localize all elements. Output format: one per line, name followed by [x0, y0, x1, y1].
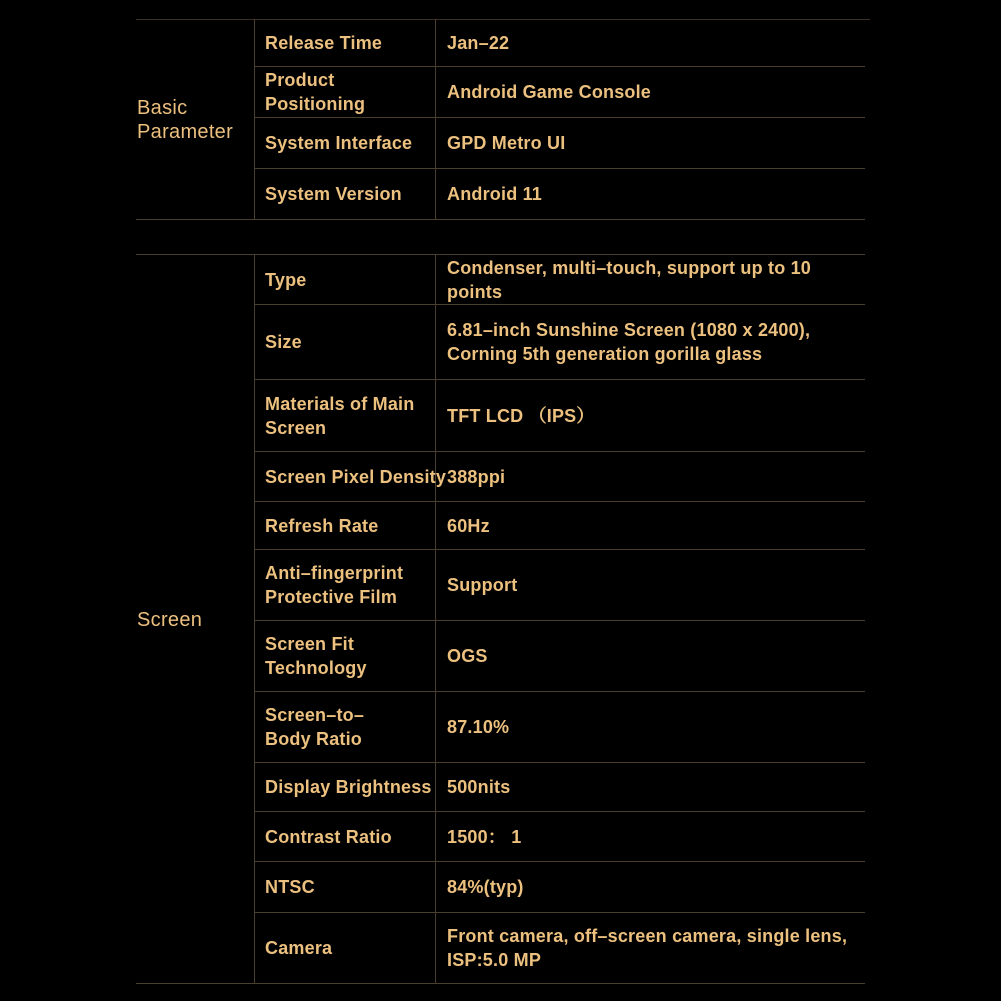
spec-value-release-time: Jan–22 [447, 33, 510, 53]
spec-value-pixel-density: 388ppi [447, 466, 506, 487]
spec-label-release-time: Release Time [265, 33, 383, 53]
column-divider [254, 254, 255, 983]
spec-label-type: Type [265, 269, 307, 290]
spec-label-materials: Materials of Main Screen [265, 393, 415, 438]
spec-value-system-interface: GPD Metro UI [447, 133, 566, 153]
spec-value-ntsc: 84%(typ) [447, 877, 524, 897]
spec-value-contrast-ratio: 1500： 1 [447, 826, 522, 847]
spec-value-anti-fingerprint: Support [447, 575, 518, 595]
spec-value-screen-to-body: 87.10% [447, 717, 510, 737]
spec-label-anti-fingerprint: Anti–fingerprint Protective Film [265, 563, 404, 607]
spec-label-system-interface: System Interface [265, 133, 413, 153]
spec-value-screen-fit: OGS [447, 646, 488, 666]
spec-value-refresh-rate: 60Hz [447, 515, 490, 536]
spec-label-camera: Camera [265, 938, 333, 958]
spec-label-screen-fit: Screen Fit Technology [265, 634, 367, 678]
spec-label-pixel-density: Screen Pixel Density [265, 466, 447, 487]
spec-value-materials: TFT LCD （IPS） [447, 405, 595, 426]
spec-value-size: 6.81–inch Sunshine Screen (1080 x 2400), Corning 5th generation gorilla glass [447, 320, 811, 364]
spec-label-system-version: System Version [265, 184, 402, 204]
spec-label-refresh-rate: Refresh Rate [265, 515, 379, 536]
category-screen: Screen [137, 609, 203, 631]
column-divider [435, 19, 436, 219]
section-bottom-border [136, 983, 865, 984]
spec-value-display-brightness: 500nits [447, 777, 511, 797]
spec-value-camera: Front camera, off–screen camera, single lens, ISP:5.0 MP [447, 926, 848, 970]
spec-label-product-positioning: Product Positioning [265, 70, 366, 114]
column-divider [254, 19, 255, 219]
spec-value-system-version: Android 11 [447, 184, 543, 204]
spec-label-ntsc: NTSC [265, 877, 315, 897]
spec-label-contrast-ratio: Contrast Ratio [265, 826, 392, 847]
spec-value-type: Condenser, multi–touch, support up to 10 points [447, 257, 812, 302]
column-divider [435, 254, 436, 983]
section-bottom-border [136, 219, 865, 220]
spec-label-screen-to-body: Screen–to– Body Ratio [265, 705, 365, 749]
spec-label-size: Size [265, 332, 302, 352]
spec-value-product-positioning: Android Game Console [447, 82, 652, 102]
category-basic-parameter: Basic Parameter [137, 97, 234, 143]
spec-label-display-brightness: Display Brightness [265, 777, 432, 797]
